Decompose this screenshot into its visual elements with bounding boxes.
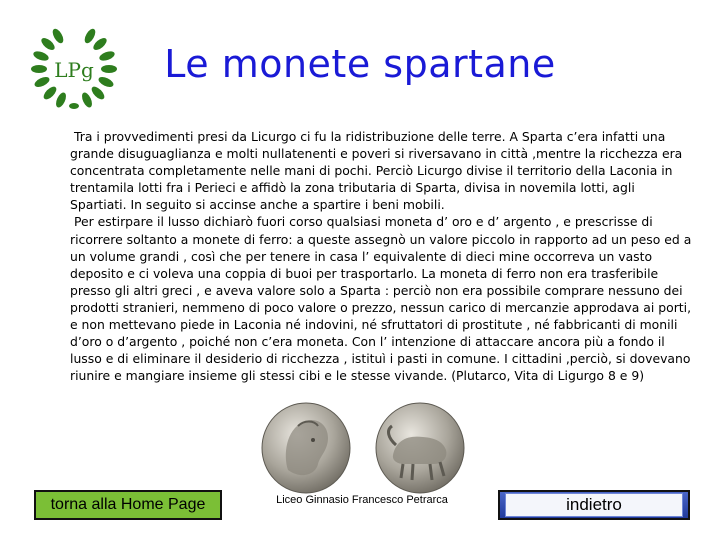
school-name: Liceo Ginnasio Francesco Petrarca xyxy=(276,494,448,506)
paragraph-land-reform: Tra i provvedimenti presi da Licurgo ci fu la ridistribuzione delle terre. A Sparta c’era infatti una grande disuguaglianza e molti nullatenenti e poveri si riversavano in città ,mentre la ricchezza era concentrata completamente nelle mani di pochi. Perciò Licurgo divise il territorio della Laconia in trentamila lotti fra i Perieci e affidò la zona tributaria di Sparta, divisa in novemila lotti, agli Spartiati. In seguito si accinse anche a spartire i beni mobili. xyxy=(70,129,683,213)
laurel-wreath-icon xyxy=(28,22,120,114)
article-text xyxy=(62,128,692,384)
coin-ox-icon xyxy=(376,403,464,493)
spartan-coins-image xyxy=(258,400,468,495)
school-logo xyxy=(28,22,120,114)
logo-monogram: LPg xyxy=(54,58,94,82)
paragraph-iron-money: Per estirpare il lusso dichiarò fuori corso qualsiasi moneta d’ oro e d’ argento , e prescrisse di ricorrere soltanto a monete di ferro: a queste assegnò un valore piccolo in rapporto ad un peso ed a un volume grandi , così che per tenere in casa l’ equivalente di dieci mine occorreva un vasto deposito e ci voleva una coppia di buoi per trasportarlo. La moneta di ferro non era trasferibile presso gli altri greci , e aveva valore solo a Sparta : perciò non era possibile comprare nessuno dei prodotti stranieri, nemmeno di poco valore o prezzo, nessun carico di mercanzie approdava ai porti, e non mettevano piede in Laconia né indovini, né sfruttatori di prostitute , né fabbricanti di monili d’oro o d’argento , poiché non c’era moneta. Con l’ intenzione di attaccare ancora più a fondo il lusso e di eliminare il desiderio di ricchezza , istituì i pasti in comune. I cittadini ,perciò, si dovevano riunire e mangiare insieme gli stessi cibi e le stesse vivande. (Plutarco, Vita di Ligurgo 8 e 9) xyxy=(70,214,692,384)
back-button-label: indietro xyxy=(505,493,683,517)
home-page-button[interactable]: torna alla Home Page xyxy=(34,490,222,520)
back-button[interactable] xyxy=(498,490,690,520)
page-title: Le monete spartane xyxy=(164,42,556,86)
coin-head-icon xyxy=(262,403,350,493)
